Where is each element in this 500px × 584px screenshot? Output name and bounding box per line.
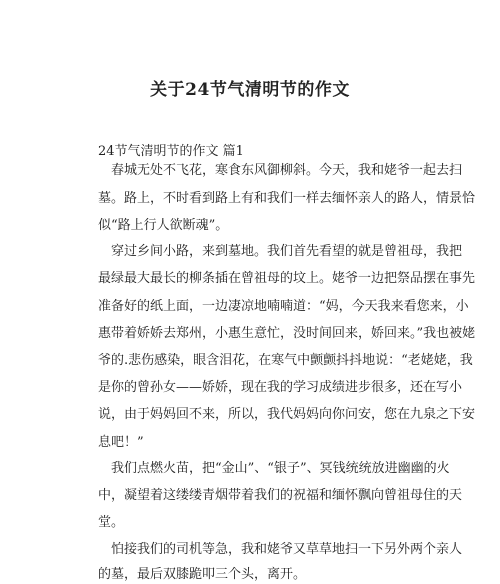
section-heading: 24节气清明节的作文 篇1	[98, 144, 244, 159]
body-line: 穿过乡间小路，来到墓地。我们首先看望的就是曾祖母，我把	[98, 244, 463, 259]
body-line: 似“路上行人欲断魂”。	[98, 218, 229, 233]
body-line: 说，由于妈妈回不来，所以，我代妈妈向你问安，您在九泉之下安	[98, 407, 476, 422]
body-line: 最绿最大最长的柳条插在曾祖母的坟上。姥爷一边把祭品摆在事先	[98, 271, 476, 286]
body-line: 墓。路上，不时看到路上有和我们一样去缅怀亲人的路人，情景恰	[98, 191, 476, 206]
body-line: 的墓，最后双膝跪叩三个头，离开。	[98, 567, 307, 582]
body-line: 春城无处不飞花，寒食东风御柳斜。今天，我和姥爷一起去扫	[98, 163, 463, 178]
body-line: 堂。	[98, 515, 125, 530]
body-line: 怕接我们的司机等急，我和姥爷又草草地扫一下另外两个亲人	[98, 542, 463, 557]
body-line: 准备好的纸上面，一边凄凉地喃喃道：“妈，今天我来看您来，小	[98, 299, 469, 314]
body-line: 惠带着娇娇去郑州，小惠生意忙，没时间回来，娇回来。”我也被姥	[98, 326, 476, 341]
body-line: 中，凝望着这缕缕青烟带着我们的祝福和缅怀飘向曾祖母住的天	[98, 488, 463, 503]
body-line: 是你的曾孙女——娇娇，现在我的学习成绩进步很多，还在写小	[98, 380, 463, 395]
body-line: 息吧！”	[98, 435, 144, 450]
body-line: 爷的.悲伤感染，眼含泪花，在寒气中颤颤抖抖地说：“老姥姥，我	[98, 353, 473, 368]
body-line: 我们点燃火苗，把“金山”、“银子”、冥钱统统放进幽幽的火	[98, 461, 450, 476]
document-title: 关于24节气清明节的作文	[150, 80, 350, 100]
